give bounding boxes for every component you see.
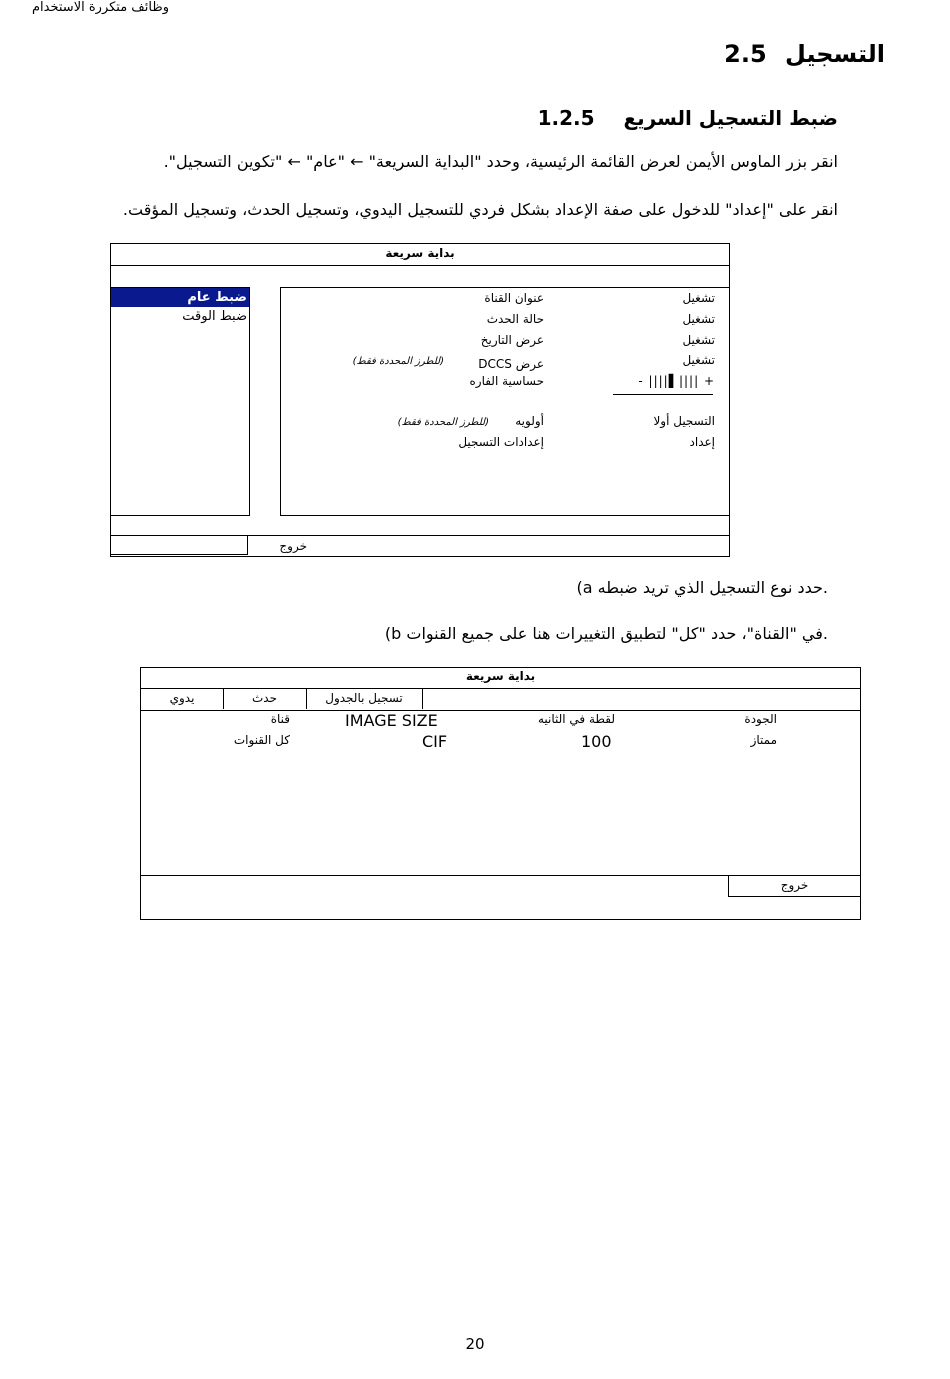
col-channel: قناة — [270, 712, 290, 726]
exit-button[interactable]: خروج — [110, 535, 248, 555]
cell-image-size[interactable]: CIF — [422, 732, 448, 751]
menu-item-general[interactable]: ضبط عام — [111, 288, 249, 307]
subsection-heading — [538, 106, 838, 130]
note-priority: (للطرز المحددة فقط) — [397, 417, 489, 428]
row-dccs — [478, 353, 544, 372]
step-a-marker: (a — [576, 578, 593, 597]
value-channel-title[interactable]: تشغيل — [682, 291, 715, 305]
sensitivity-slider[interactable]: - ||||▌|||| + — [638, 374, 715, 388]
dialog2-title: بداية سريعة — [465, 669, 536, 683]
col-fps: لقطة في الثانيه — [537, 712, 615, 726]
value-date-display[interactable]: تشغيل — [682, 333, 715, 347]
value-priority[interactable]: التسجيل أولا — [653, 414, 715, 428]
tabs-divider — [141, 710, 860, 711]
quick-start-dialog-record — [140, 667, 861, 920]
section-number: 2.5 — [724, 40, 767, 68]
tab-manual[interactable]: يدوي — [141, 688, 224, 709]
subsection-title: ضبط التسجيل السريع — [623, 106, 838, 130]
step-b-text: في "القناة"، حدد "كل" لتطبيق التغييرات هنا على جميع القنوات. — [406, 624, 828, 643]
label-record-settings: إعدادات التسجيل — [458, 435, 544, 449]
note-dccs: (للطرز المحددة فقط) — [352, 356, 444, 367]
label-priority: أولويه — [515, 414, 544, 428]
label-event-status: حالة الحدث — [486, 312, 544, 326]
menu-panel — [110, 287, 250, 516]
tab-event[interactable]: حدث — [223, 688, 307, 709]
cell-quality[interactable]: ممتاز — [750, 733, 777, 747]
page-number: 20 — [465, 1335, 485, 1353]
value-event-status[interactable]: تشغيل — [682, 312, 715, 326]
tab-schedule[interactable]: تسجيل بالجدول — [306, 688, 423, 709]
paragraph-2: انقر على "إعداد" للدخول على صفة الإعداد بشكل فردي للتسجيل اليدوي، وتسجيل الحدث، وتسجيل المؤقت. — [122, 200, 838, 219]
exit-button-2[interactable]: خروج — [728, 875, 860, 897]
value-record-settings[interactable]: إعداد — [689, 435, 715, 449]
col-quality: الجودة — [744, 712, 777, 726]
running-header: وظائف متكررة الاستخدام — [32, 0, 169, 15]
label-date-display: عرض التاريخ — [480, 333, 544, 347]
step-b-marker: (b — [384, 624, 402, 643]
paragraph-1: انقر بزر الماوس الأيمن لعرض القائمة الرئيسية، وحدد "البداية السريعة" ← "عام" ← "تكوين التسجيل". — [163, 152, 838, 171]
settings-panel — [280, 287, 730, 516]
section-title: التسجيل — [785, 40, 885, 68]
step-a — [576, 578, 838, 597]
step-a-text: حدد نوع التسجيل الذي تريد ضبطه. — [597, 578, 828, 597]
subsection-number: 1.2.5 — [537, 106, 595, 130]
label-motion-sensitivity: حساسية الفاره — [469, 374, 544, 388]
col-image-size: IMAGE SIZE — [345, 711, 438, 730]
title-divider — [111, 265, 729, 266]
menu-item-time[interactable]: ضبط الوقت — [182, 309, 247, 324]
quick-start-dialog-general — [110, 243, 730, 557]
step-b — [385, 624, 838, 643]
dialog-title: بداية سريعة — [385, 246, 455, 260]
slider-track — [613, 394, 713, 395]
value-dccs[interactable]: تشغيل — [682, 353, 715, 367]
cell-channel-all[interactable]: كل القنوات — [233, 733, 290, 747]
section-heading — [724, 40, 885, 68]
cell-fps[interactable]: 100 — [581, 732, 612, 751]
label-channel-title: عنوان القناة — [484, 291, 544, 305]
label-dccs: عرض DCCS — [478, 357, 544, 371]
